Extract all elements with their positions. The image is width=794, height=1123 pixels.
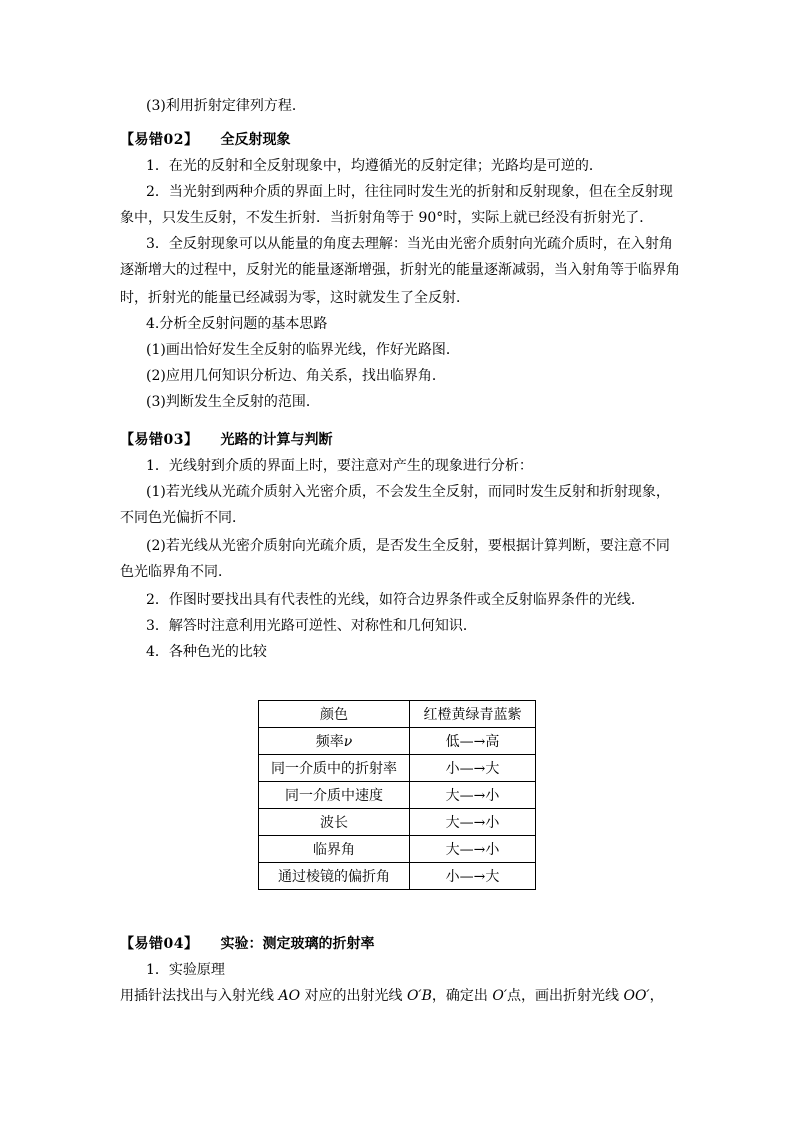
table-cell: 小—→大 bbox=[410, 755, 536, 782]
paragraph-line: (3)利用折射定律列方程． bbox=[146, 98, 306, 114]
color-comparison-table bbox=[258, 700, 536, 890]
paragraph-line: 1．在光的反射和全反射现象中，均遵循光的反射定律；光路均是可逆的． bbox=[146, 158, 603, 174]
paragraph-line bbox=[120, 986, 664, 1006]
table-cell bbox=[259, 728, 410, 755]
table-row bbox=[259, 782, 536, 809]
table-cell: 大—→小 bbox=[410, 809, 536, 836]
table-cell: 临界角 bbox=[259, 836, 410, 863]
section-title: 实验：测定玻璃的折射率 bbox=[220, 936, 375, 952]
section-tag: 【易错03】 bbox=[120, 432, 199, 448]
text-run: ，确定出 bbox=[431, 988, 493, 1004]
paragraph-line: 4.分析全反射问题的基本思路 bbox=[146, 316, 328, 332]
section-heading-02 bbox=[120, 130, 290, 150]
paragraph-line: (2)若光线从光密介质射向光疏介质，是否发生全反射，要根据计算判断，要注意不同 bbox=[146, 538, 670, 554]
text-run: 点，画出折射光线 bbox=[507, 988, 624, 1004]
paragraph-line: 4．各种色光的比较 bbox=[146, 644, 267, 660]
math-symbol: O′ bbox=[492, 988, 508, 1004]
section-tag: 【易错04】 bbox=[120, 936, 199, 952]
table-cell: 大—→小 bbox=[410, 836, 536, 863]
section-heading-04 bbox=[120, 934, 374, 954]
math-symbol: O′B bbox=[406, 988, 432, 1004]
section-tag: 【易错02】 bbox=[120, 132, 199, 148]
table-row bbox=[259, 836, 536, 863]
paragraph-line: 3．全反射现象可以从能量的角度去理解：当光由光密介质射向光疏介质时，在入射角 bbox=[146, 236, 673, 252]
paragraph-line: (2)应用几何知识分析边、角关系，找出临界角． bbox=[146, 368, 446, 384]
table-row bbox=[259, 755, 536, 782]
freq-symbol: ν bbox=[343, 734, 353, 750]
table-row bbox=[259, 863, 536, 890]
paragraph-line: 不同色光偏折不同． bbox=[120, 510, 246, 526]
table-cell: 波长 bbox=[259, 809, 410, 836]
math-symbol: OO′ bbox=[623, 988, 650, 1004]
table-row bbox=[259, 728, 536, 755]
table-cell: 红橙黄绿青蓝紫 bbox=[410, 701, 536, 728]
table-row bbox=[259, 701, 536, 728]
freq-label: 频率 bbox=[315, 734, 344, 750]
table-cell: 大—→小 bbox=[410, 782, 536, 809]
paragraph-line: (1)若光线从光疏介质射入光密介质，不会发生全反射，而同时发生反射和折射现象， bbox=[146, 484, 670, 500]
table-cell: 同一介质中的折射率 bbox=[259, 755, 410, 782]
text-run: 用插针法找出与入射光线 bbox=[120, 988, 279, 1004]
paragraph-line: 逐渐增大的过程中，反射光的能量逐渐增强，折射光的能量逐渐减弱，当入射角等于临界角 bbox=[120, 262, 680, 278]
section-heading-03 bbox=[120, 430, 332, 450]
paragraph-line: 2．作图时要找出具有代表性的光线，如符合边界条件或全反射临界条件的光线． bbox=[146, 592, 645, 608]
table-cell: 小—→大 bbox=[410, 863, 536, 890]
paragraph-line: 1．实验原理 bbox=[146, 962, 225, 978]
paragraph-line: 象中，只发生反射，不发生折射．当折射角等于 90°时，实际上就已经没有折射光了． bbox=[120, 210, 654, 226]
table-cell: 低—→高 bbox=[410, 728, 536, 755]
math-symbol: AO bbox=[278, 988, 301, 1004]
text-run: ， bbox=[649, 988, 664, 1004]
table-cell: 同一介质中速度 bbox=[259, 782, 410, 809]
paragraph-line: 1．光线射到介质的界面上时，要注意对产生的现象进行分析： bbox=[146, 458, 533, 474]
paragraph-line: 色光临界角不同． bbox=[120, 564, 232, 580]
paragraph-line: 3．解答时注意利用光路可逆性、对称性和几何知识． bbox=[146, 618, 477, 634]
text-run: 对应的出射光线 bbox=[300, 988, 407, 1004]
table-cell: 通过棱镜的偏折角 bbox=[259, 863, 410, 890]
paragraph-line: 2．当光射到两种介质的界面上时，往往同时发生光的折射和反射现象，但在全反射现 bbox=[146, 184, 673, 200]
paragraph-line: 时，折射光的能量已经减弱为零，这时就发生了全反射． bbox=[120, 290, 470, 306]
paragraph-line: (1)画出恰好发生全反射的临界光线，作好光路图． bbox=[146, 342, 460, 358]
section-title: 光路的计算与判断 bbox=[220, 432, 333, 448]
table-cell: 颜色 bbox=[259, 701, 410, 728]
paragraph-line: (3)判断发生全反射的范围． bbox=[146, 394, 320, 410]
table-row bbox=[259, 809, 536, 836]
section-title: 全反射现象 bbox=[220, 132, 291, 148]
